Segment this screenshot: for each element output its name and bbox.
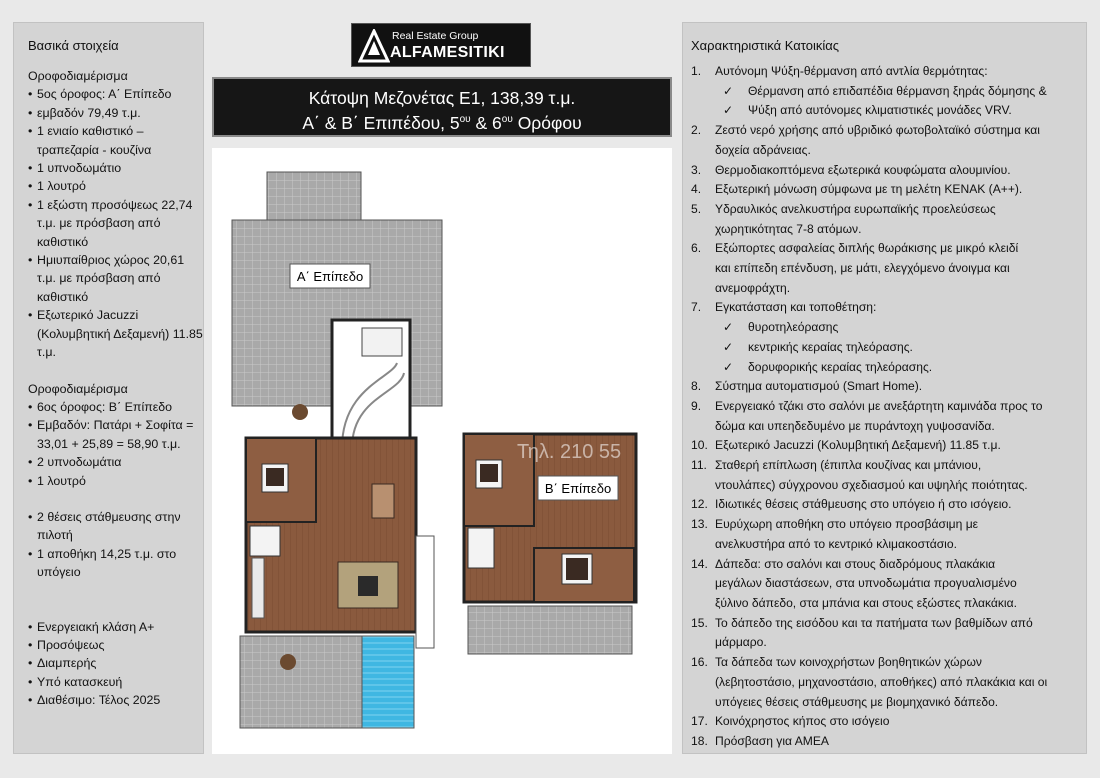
- list-item: • 1 λουτρό: [28, 177, 203, 195]
- feature-number: 16.: [691, 655, 708, 670]
- feature-item: [691, 555, 1086, 614]
- banner-sup: ου: [501, 114, 513, 125]
- feature-subitem: [715, 101, 1086, 121]
- covered-terrace: [240, 636, 362, 728]
- kitchen-counter: [252, 558, 264, 618]
- feature-text: Ενεργειακό τζάκι στο σαλόνι με ανεξάρτητη καμινάδα προς το: [715, 398, 1043, 413]
- banner-text: & 6: [470, 112, 502, 133]
- plan-title-banner: [212, 77, 672, 137]
- banner-text: Ορόφου: [512, 112, 582, 133]
- list-item: • Προσόψεως: [28, 636, 203, 654]
- feature-number: 17.: [691, 714, 708, 729]
- feature-text: χωρητικότητας 7-8 ατόμων.: [715, 221, 862, 236]
- feature-text: δοχεία αδράνειας.: [715, 142, 811, 157]
- level-a-title: Οροφοδιαμέρισμα: [28, 69, 128, 83]
- list-item: • Διαθέσιμο: Τέλος 2025: [28, 691, 203, 709]
- feature-item: [691, 298, 1086, 377]
- feature-text: Δάπεδα: στο σαλόνι και στους διαδρόμους πλακάκια: [715, 556, 996, 571]
- feature-item: [691, 456, 1086, 495]
- level-b-title: Οροφοδιαμέρισμα: [28, 381, 128, 396]
- checkmark-icon: ✓: [723, 103, 734, 118]
- level-b-label: Β΄ Επίπεδο: [544, 481, 612, 496]
- feature-text: υπόγειες θέσεις στάθμευσης με βιομηχανικό δάπεδο.: [715, 694, 999, 709]
- feature-subitem: [715, 82, 1086, 102]
- feature-number: 1.: [691, 64, 702, 78]
- feature-number: 18.: [691, 733, 708, 748]
- logo-mark-icon: [358, 29, 390, 63]
- feature-number: 14.: [691, 556, 708, 571]
- list-item: • 6ος όροφος: Β΄ Επίπεδο: [28, 398, 203, 416]
- feature-text: ανεμοφράχτη.: [715, 280, 791, 295]
- watermark: Τηλ. 210 55: [517, 441, 622, 463]
- side-wall: [416, 536, 434, 648]
- features-panel: [682, 22, 1087, 754]
- list-item: • Ημιυπαίθριος χώρος 20,61 τ.μ. με πρόσβαση από καθιστικό: [28, 251, 203, 306]
- feature-text: Κοινόχρηστος κήπος στο ισόγειο: [715, 714, 890, 729]
- list-item: • Υπό κατασκευή: [28, 673, 203, 691]
- feature-number: 7.: [691, 300, 702, 315]
- checkmark-icon: ✓: [723, 83, 734, 98]
- feature-text: (λεβητοστάσιο, μηχανοστάσιο, αποθήκες) από πλακάκια και οι: [715, 674, 1048, 689]
- list-item: • Διαμπερής: [28, 654, 203, 672]
- list-item: • 2 υπνοδωμάτια: [28, 453, 203, 471]
- feature-item: [691, 180, 1086, 200]
- feature-text: Το δάπεδο της εισόδου και τα πατήματα των βαθμίδων από: [715, 615, 1033, 630]
- basic-info-panel: [13, 22, 204, 754]
- level-b-terrace: [468, 606, 632, 654]
- feature-text: Τα δάπεδα των κοινοχρήστων βοηθητικών χώρων: [715, 655, 982, 670]
- level-a-group: [28, 67, 203, 710]
- feature-number: 10.: [691, 438, 708, 453]
- feature-item: [691, 712, 1086, 732]
- features-title: Χαρακτηριστικά Κατοικίας: [691, 38, 840, 53]
- list-item: • 5ος όροφος: Α΄ Επίπεδο: [28, 85, 203, 103]
- basic-info-title: Βασικά στοιχεία: [28, 38, 119, 53]
- feature-number: 5.: [691, 201, 702, 216]
- feature-text: Θερμοδιακοπτόμενα εξωτερικά κουφώματα αλουμινίου.: [715, 162, 1011, 177]
- feature-subitem-text: κεντρικής κεραίας τηλεόρασης.: [748, 339, 913, 354]
- feature-item: [691, 121, 1086, 160]
- feature-item: [691, 732, 1086, 752]
- list-item: • 1 ενιαίο καθιστικό – τραπεζαρία - κουζίνα: [28, 122, 203, 159]
- checkmark-icon: ✓: [723, 359, 734, 374]
- logo-wordmark: ALFAMESITIKI: [390, 44, 505, 61]
- logo-tagline: Real Estate Group: [392, 30, 479, 42]
- feature-number: 12.: [691, 497, 708, 512]
- feature-text: ντουλάπες) σύγχρονου σχεδιασμού και υψηλής ποιότητας.: [715, 477, 1028, 492]
- feature-item: [691, 377, 1086, 397]
- feature-item: [691, 614, 1086, 653]
- banner-line-2: [214, 109, 670, 134]
- feature-item: [691, 161, 1086, 181]
- feature-subitem-text: δορυφορικής κεραίας τηλεόρασης.: [748, 359, 933, 374]
- feature-item: [691, 495, 1086, 515]
- feature-text: Εξωτερικό Jacuzzi (Κολυμβητική Δεξαμενή) 11.85 τ.μ.: [715, 438, 1001, 453]
- feature-text: Εξωτερική μόνωση σύμφωνα με τη μελέτη ΚΕΝΑΚ (Α++).: [715, 182, 1023, 197]
- feature-text: ξύλινο δάπεδο, στα μπάνια και στους εξώστες πλακάκια.: [715, 595, 1017, 610]
- jacuzzi-pool: [362, 636, 414, 728]
- feature-number: 6.: [691, 241, 702, 256]
- feature-text: Ζεστό νερό χρήσης από υβριδικό φωτοβολταϊκό σύστημα και: [715, 123, 1040, 138]
- floor-plan: [212, 148, 672, 754]
- feature-item: [691, 397, 1086, 436]
- list-item: • Ενεργειακή κλάση Α+: [28, 618, 203, 636]
- feature-item: [691, 239, 1086, 298]
- list-item: • Εξωτερικό Jacuzzi (Κολυμβητική Δεξαμενή) 11.85 τ.μ.: [28, 306, 203, 361]
- features-list: [691, 62, 1086, 752]
- feature-number: 15.: [691, 615, 708, 630]
- list-item: • 1 αποθήκη 14,25 τ.μ. στο υπόγειο: [28, 545, 203, 582]
- list-item: • Εμβαδόν: Πατάρι + Σοφίτα = 33,01 + 25,89 = 58,90 τ.μ.: [28, 416, 203, 453]
- feature-number: 4.: [691, 182, 702, 197]
- feature-sublist: [715, 82, 1086, 121]
- feature-text: Σταθερή επίπλωση (έπιπλα κουζίνας και μπάνιου,: [715, 458, 982, 473]
- feature-text: μάρμαρο.: [715, 635, 767, 650]
- list-item: • 2 θέσεις στάθμευσης στην πιλοτή: [28, 508, 203, 545]
- bathroom-b: [468, 528, 494, 568]
- feature-item: [691, 653, 1086, 712]
- feature-number: 9.: [691, 398, 702, 413]
- top-terrace: [267, 172, 361, 220]
- feature-text: δώμα και υπεηδεδυμένο με πυράντοχη γυψοσανίδα.: [715, 418, 995, 433]
- feature-item: [691, 515, 1086, 554]
- banner-text: Α΄ & Β΄ Επιπέδου, 5: [302, 112, 460, 133]
- banner-line-1: Κάτοψη Μεζονέτας Ε1, 138,39 τ.μ.: [308, 88, 576, 108]
- feature-text: Αυτόνομη Ψύξη-θέρμανση από αντλία θερμότητας:: [715, 64, 988, 78]
- checkmark-icon: ✓: [723, 339, 734, 354]
- feature-text: Ευρύχωρη αποθήκη στο υπόγειο προσβάσιμη με: [715, 517, 979, 532]
- feature-text: μεγάλων διαστάσεων, στα υπνοδωμάτια προγυαλισμένο: [715, 576, 1017, 591]
- feature-subitem-text: Ψύξη από αυτόνομες κλιματιστικές μονάδες VRV.: [748, 103, 1012, 118]
- list-item: • εμβαδόν 79,49 τ.μ.: [28, 104, 203, 122]
- level-b-plan: [464, 434, 636, 654]
- list-item: • 1 εξώστη προσόψεως 22,74 τ.μ. με πρόσβαση από καθιστικό: [28, 196, 203, 251]
- dining-table: [372, 484, 394, 518]
- feature-subitem: [715, 358, 1086, 378]
- floor-plan-drawing: [212, 148, 672, 754]
- company-logo: [351, 23, 531, 67]
- list-item: • 1 υπνοδωμάτιο: [28, 159, 203, 177]
- feature-number: 13.: [691, 517, 708, 532]
- elevator: [362, 328, 402, 356]
- feature-text: Πρόσβαση για ΑΜΕΑ: [715, 733, 829, 748]
- level-a-label: Α΄ Επίπεδο: [296, 269, 364, 284]
- feature-text: Εγκατάσταση και τοποθέτηση:: [715, 300, 877, 315]
- banner-sup: ου: [459, 114, 471, 125]
- feature-text: Εξώπορτες ασφαλείας διπλής θωράκισης με μικρό κλειδί: [715, 241, 1019, 256]
- list-item: • 1 λουτρό: [28, 472, 203, 490]
- feature-text: ανελκυστήρα από το κεντρικό κλιμακοστάσιο.: [715, 536, 957, 551]
- feature-subitem-text: Θέρμανση από επιδαπέδια θέρμανση ξηράς δόμησης &: [748, 83, 1047, 98]
- feature-sublist: [715, 318, 1086, 377]
- feature-number: 3.: [691, 162, 702, 177]
- feature-text: και επίπεδη επένδυση, με μάτι, ελεγχόμενο άνοιγμα και: [715, 261, 1010, 276]
- feature-item: [691, 436, 1086, 456]
- level-a-plan: [232, 172, 442, 728]
- feature-item: [691, 62, 1086, 121]
- bathroom: [250, 526, 280, 556]
- feature-item: [691, 200, 1086, 239]
- feature-number: 8.: [691, 379, 702, 394]
- feature-subitem-text: θυροτηλεόρασης: [748, 320, 839, 335]
- feature-text: Ιδιωτικές θέσεις στάθμευσης στο υπόγειο ή στο ισόγειο.: [715, 497, 1012, 512]
- feature-number: 11.: [691, 458, 707, 473]
- feature-number: 2.: [691, 123, 702, 138]
- feature-text: Υδραυλικός ανελκυστήρα ευρωπαϊκής προελεύσεως: [715, 201, 996, 216]
- feature-subitem: [715, 318, 1086, 338]
- feature-subitem: [715, 338, 1086, 358]
- checkmark-icon: ✓: [723, 320, 734, 335]
- feature-text: Σύστημα αυτοματισμού (Smart Home).: [715, 379, 923, 394]
